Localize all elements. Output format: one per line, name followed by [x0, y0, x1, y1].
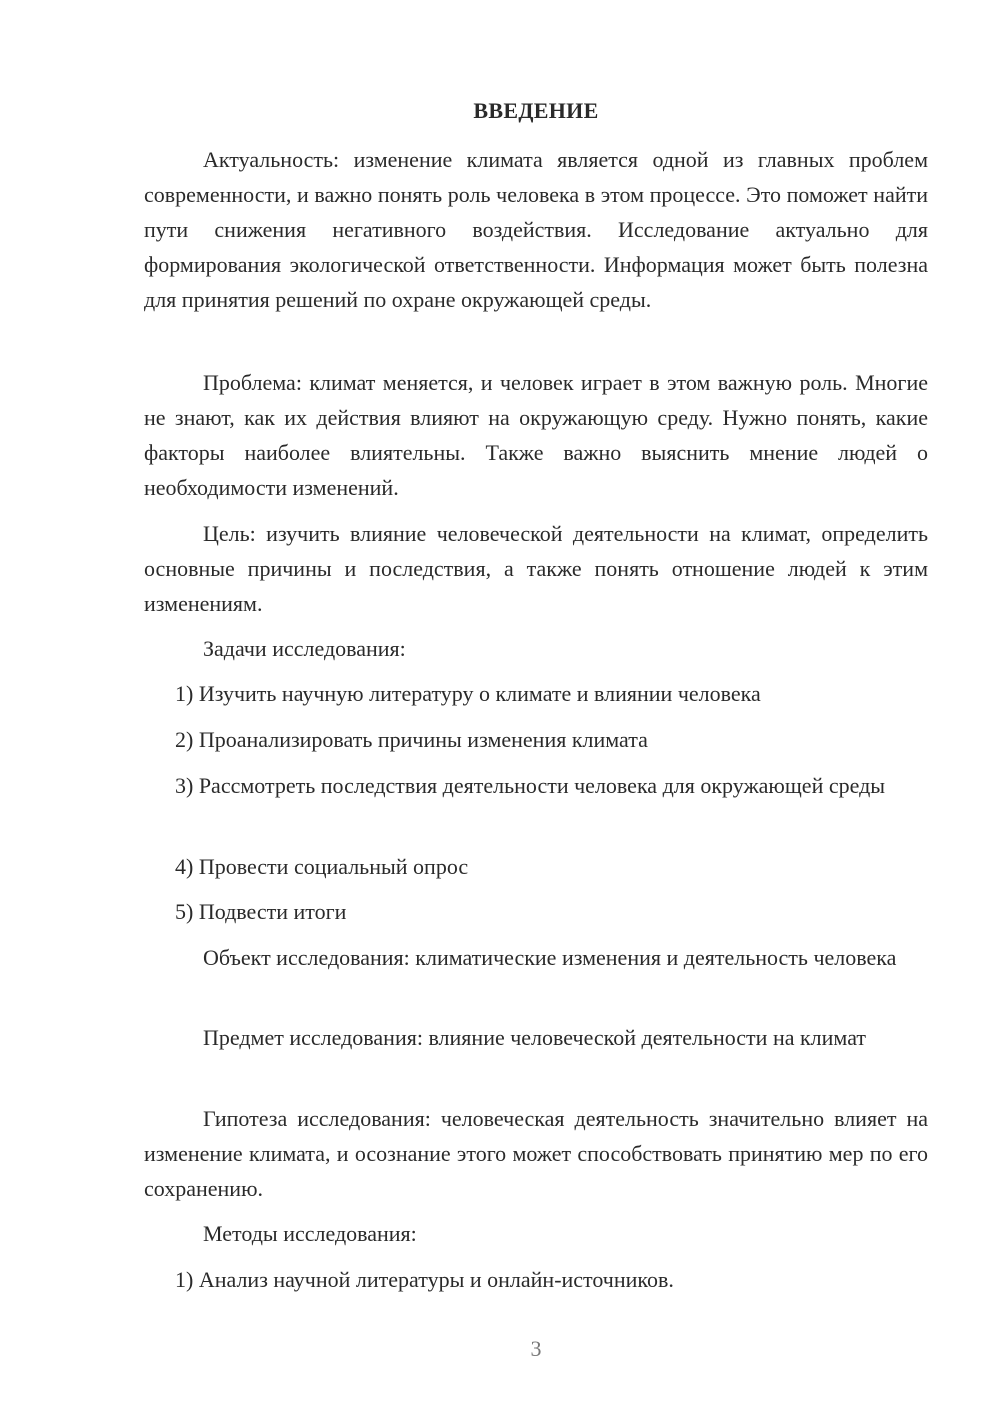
page-number: 3	[530, 1336, 542, 1361]
task-item: 2) Проанализировать причины изменения климата	[175, 727, 648, 752]
paragraph-goal: Цель: изучить влияние человеческой деятельности на климат, определить основные причины и последствия, а также понять отношение людей к этим изменениям.	[144, 521, 928, 616]
paragraph-relevance: Актуальность: изменение климата является одной из главных проблем современности, и важно понять роль человека в этом процессе. Это поможет найти пути снижения негативного воздействия. Исследование актуально для формирования экологической ответственности. Информация может быть полезна для принятия решений по охране окружающей среды.	[144, 147, 928, 312]
method-item: 1) Анализ научной литературы и онлайн-источников.	[175, 1267, 674, 1292]
methods-heading: Методы исследования:	[203, 1221, 417, 1246]
task-item: 1) Изучить научную литературу о климате и влиянии человека	[175, 681, 761, 706]
paragraph-problem: Проблема: климат меняется, и человек играет в этом важную роль. Многие не знают, как их действия влияют на окружающую среду. Нужно понять, какие факторы наиболее влиятельны. Также важно выяснить мнение людей о необходимости изменений.	[144, 370, 928, 500]
tasks-heading: Задачи исследования:	[203, 636, 406, 661]
task-item: 3) Рассмотреть последствия деятельности человека для окружающей среды	[175, 773, 886, 798]
task-item: 5) Подвести итоги	[175, 899, 347, 924]
paragraph-hypothesis: Гипотеза исследования: человеческая деятельность значительно влияет на изменение климата, и осознание этого может способствовать принятию мер по его сохранению.	[144, 1106, 928, 1201]
paragraph-object: Объект исследования: климатические изменения и деятельность человека	[203, 945, 897, 970]
page-title: ВВЕДЕНИЕ	[473, 98, 599, 123]
task-item: 4) Провести социальный опрос	[175, 854, 469, 879]
paragraph-subject: Предмет исследования: влияние человеческой деятельности на климат	[203, 1025, 866, 1050]
